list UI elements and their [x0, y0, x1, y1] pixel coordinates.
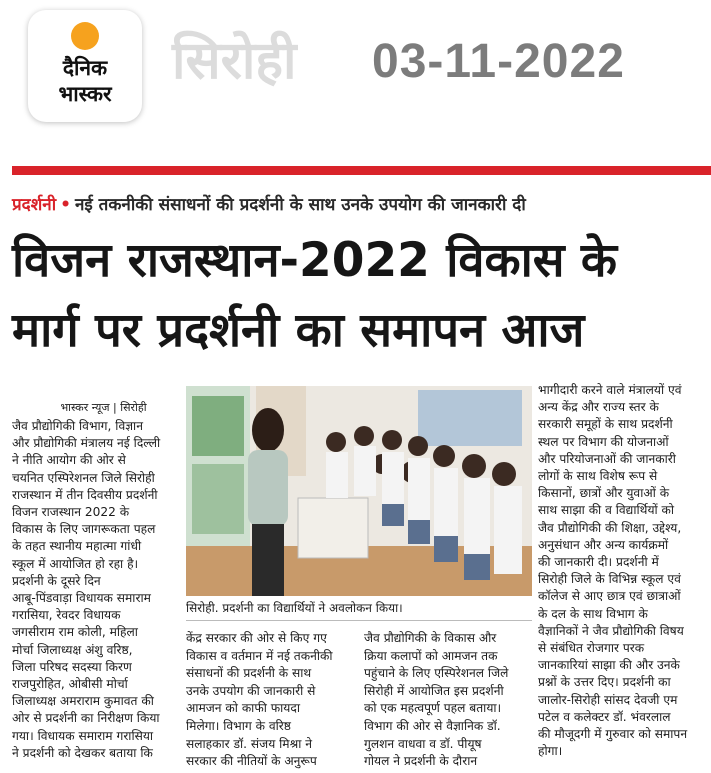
- article-line: और परियोजनाओं की जानकारी: [538, 451, 676, 466]
- photo-caption: सिरोही. प्रदर्शनी का विद्यार्थियों ने अवलोकन किया।: [186, 601, 403, 615]
- article-line: गया। विधायक समाराम गरासिया: [12, 728, 154, 743]
- article-line: जिला परिषद सदस्या किरण: [12, 659, 132, 674]
- article-line: और प्रौद्योगिकी मंत्रालय नई दिल्ली: [12, 436, 161, 451]
- article-line: विभाग की ओर से वैज्ञानिक डॉ.: [364, 718, 501, 733]
- article-line: मोर्चा जिलाध्यक्ष अंशु वरिष्ठ,: [12, 642, 133, 657]
- article-column-3: [364, 630, 534, 771]
- article-column-4: [538, 382, 708, 760]
- article-line: लोगों के साथ विशेष रूप से: [538, 469, 658, 484]
- article-line: होगा।: [538, 744, 563, 759]
- article-line: भागीदारी करने वाले मंत्रालयों एवं: [538, 383, 682, 397]
- exhibition-photo-illustration: [186, 386, 532, 596]
- article-line: ने प्रदर्शनी को देखकर बताया कि: [12, 745, 153, 760]
- article-line: क्रिया कलापों को आमजन तक: [364, 648, 498, 663]
- article-column-2: [186, 630, 358, 771]
- article-line: वैज्ञानिकों ने जैव प्रौद्योगिकी विषय: [538, 623, 684, 638]
- article-line: स्कूल में आयोजित हो रहा है।: [12, 556, 139, 571]
- article-line: के दल के साथ विभाग के: [538, 606, 648, 621]
- kicker-text: नई तकनीकी संसाधनों की प्रदर्शनी के साथ उनके उपयोग की जानकारी दी: [74, 195, 526, 215]
- article-line: केंद्र सरकार की ओर से किए गए: [186, 631, 327, 645]
- article-line: सरकार की नीतियों के अनुरूप: [186, 754, 317, 769]
- article-line: गरासिया, रेवदर विधायक: [12, 608, 121, 623]
- edition-city: सिरोही: [172, 31, 297, 91]
- article-line: पटेल व कलेक्टर डॉ. भंवरलाल: [538, 709, 671, 724]
- kicker: [12, 192, 711, 218]
- article-line: ओर से प्रदर्शनी का निरीक्षण किया: [12, 711, 160, 726]
- article-line: जैव प्रौद्योगिकी की शिक्षा, उद्देश्य,: [538, 520, 682, 535]
- article-line: अन्य केंद्र और राज्य स्तर के: [538, 400, 659, 415]
- article-line: जगसीराम राम कोली, महिला: [12, 625, 138, 640]
- article-line: विकास के लिए जागरूकता पहल: [12, 522, 156, 537]
- kicker-tag: प्रदर्शनी: [12, 195, 57, 215]
- article-line: स्थल पर विभाग की योजनाओं: [538, 434, 669, 449]
- article-line: प्रदर्शनी के दूसरे दिन: [12, 573, 101, 588]
- article-line: को एक महत्वपूर्ण पहल बताया।: [364, 701, 502, 716]
- article-line: अनुसंधान और अन्य कार्यक्रमों: [538, 537, 669, 552]
- dainik-bhaskar-logo: [28, 10, 142, 122]
- article-line: से संबंधित रोजगार परक: [538, 641, 645, 656]
- article-line: मिलेगा। विभाग के वरिष्ठ: [186, 718, 291, 733]
- article-line: सरकारी समूहों के साथ प्रदर्शनी: [538, 417, 673, 432]
- article-line: कॉलेज से आए छात्र एवं छात्राओं: [538, 589, 681, 604]
- exhibition-photo: [186, 386, 532, 596]
- article-line: सिरोही जिले के विभिन्न स्कूल एवं: [538, 572, 681, 587]
- article-line: जानकारियां साझा की और उनके: [538, 658, 680, 673]
- article-line: उनके उपयोग की जानकारी से: [186, 683, 316, 698]
- article-line: आमजन को काफी फायदा: [186, 701, 301, 716]
- article-line: राजस्थान में तीन दिवसीय प्रदर्शनी: [12, 487, 158, 502]
- article-line: गुलशन वाधवा व डॉ. पीयूष: [364, 736, 482, 751]
- header-divider: [12, 166, 711, 175]
- caption-divider: [186, 620, 532, 621]
- column-1-text: [12, 418, 175, 762]
- article-line: जिलाध्यक्ष अमराराम कुमावत की: [12, 694, 154, 709]
- article-line: गोयल ने प्रदर्शनी के दौरान: [364, 754, 478, 769]
- article-line: जालोर-सिरोही सांसद देवजी एम: [538, 692, 678, 707]
- article-line: प्रश्नों के उत्तर दिए। प्रदर्शनी का: [538, 675, 671, 690]
- headline-line1: विजन राजस्थान-2022 विकास के: [12, 233, 618, 288]
- article-line: की मौजूदगी में गुरुवार को समापन: [538, 727, 688, 742]
- article-line: सिरोही में आयोजित इस प्रदर्शनी: [364, 683, 504, 698]
- article-line: आबू-पिंडवाड़ा विधायक समाराम: [12, 591, 151, 606]
- article-column-1: [12, 400, 175, 762]
- article-line: पहुंचाने के लिए एस्पिरेशनल जिले: [364, 666, 509, 681]
- article-line: जैव प्रौद्योगिकी के विकास और: [364, 631, 497, 645]
- byline: भास्कर न्यूज | सिरोही: [60, 401, 147, 414]
- article-line: साथ साझा की व विद्यार्थियों को: [538, 503, 675, 518]
- article-line: विजन राजस्थान 2022 के: [12, 505, 130, 520]
- headline-line2: मार्ग पर प्रदर्शनी का समापन आज: [12, 303, 585, 358]
- article-line: संसाधनों की प्रदर्शनी के साथ: [186, 666, 312, 681]
- article-line: की जानकारी दी। प्रदर्शनी में: [538, 555, 659, 570]
- article-line: ने नीति आयोग की ओर से: [12, 453, 126, 468]
- article-line: विकास व वर्तमान में नई तकनीकी: [186, 648, 333, 663]
- logo-text-line2: भास्कर: [58, 82, 112, 106]
- article-line: किसानों, छात्रों और युवाओं के: [538, 486, 670, 501]
- logo-text-line1: दैनिक: [62, 56, 108, 80]
- kicker-bullet: •: [60, 195, 71, 215]
- sun-logo-icon: [71, 22, 99, 50]
- article-line: राजपुरोहित, ओबीसी मोर्चा: [12, 677, 128, 692]
- article-line: सलाहकार डॉ. संजय मिश्रा ने: [186, 736, 313, 751]
- article-line: चयनित एस्पिरेशनल जिले सिरोही: [12, 470, 155, 485]
- headline: [12, 226, 711, 366]
- edition-date: 03-11-2022: [372, 35, 625, 88]
- article-line: जैव प्रौद्योगिकी विभाग, विज्ञान: [12, 419, 143, 433]
- article-line: के तहत स्थानीय महात्मा गांधी: [12, 539, 142, 554]
